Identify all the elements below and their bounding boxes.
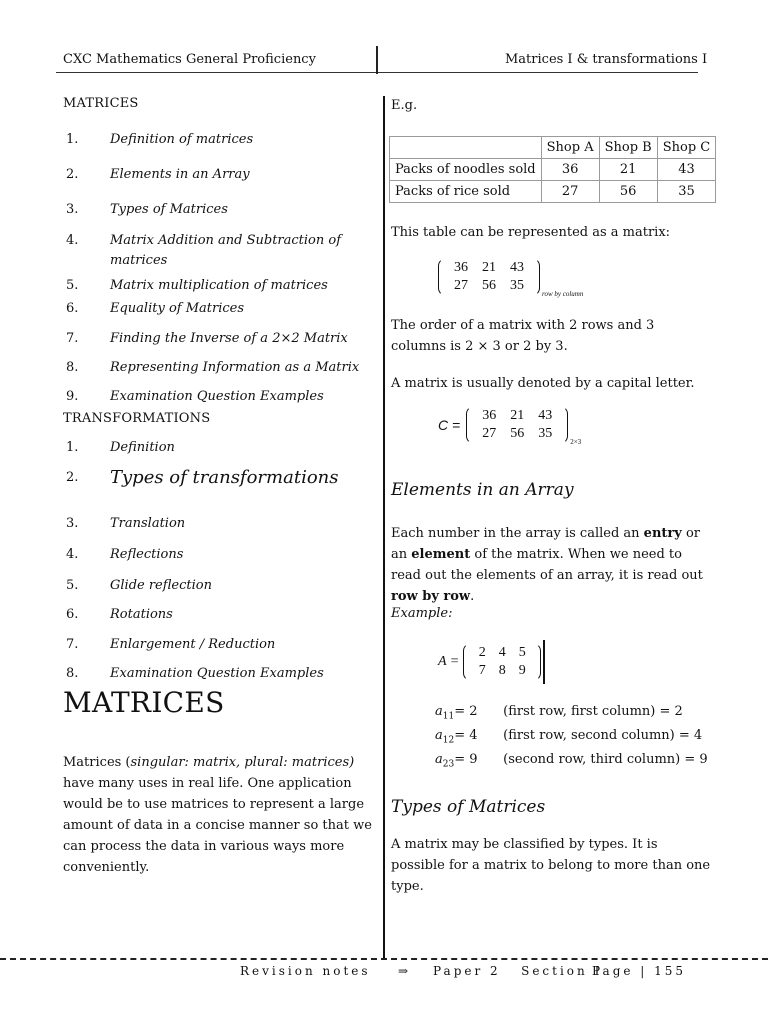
element-row (435, 704, 683, 722)
matrix-entry: 56 (482, 278, 496, 293)
arrow-icon: ⇒ (398, 964, 409, 978)
matrix-name: C = (438, 417, 461, 433)
matrix-bar (543, 640, 545, 684)
intro-text: Matrices ( (63, 755, 131, 770)
element-description: (second row, third column) = 9 (503, 752, 708, 767)
right-bracket (532, 643, 541, 681)
toc-item: Finding the Inverse of a 2×2 Matrix (110, 331, 348, 346)
denote-paragraph: A matrix is usually denoted by a capital letter. (391, 376, 695, 391)
toc-num: 3. (66, 516, 79, 531)
column-divider (383, 96, 385, 958)
matrix-example-1 (438, 258, 583, 296)
elements-text: or an (391, 526, 700, 562)
matrix-subscript: 2×3 (570, 438, 582, 446)
toc-num: 1. (66, 440, 79, 455)
matrix-example-2 (438, 406, 581, 444)
toc-num: 6. (66, 301, 79, 316)
matrices-section-heading: MATRICES (63, 686, 225, 719)
table-cell: 27 (541, 181, 599, 203)
matrix-entry: 9 (518, 663, 526, 678)
matrix-entry: 35 (510, 278, 524, 293)
toc-item: Examination Question Examples (110, 389, 324, 404)
table-cell: Packs of rice sold (390, 181, 542, 203)
example-label: Example: (391, 606, 453, 621)
toc-item: Equality of Matrices (110, 301, 245, 316)
matrix-entry: 35 (538, 426, 553, 441)
table-cell: 21 (599, 159, 657, 181)
elements-heading: Elements in an Array (391, 480, 574, 500)
element-description: (first row, second column) = 4 (503, 728, 703, 743)
table-cell: 43 (657, 159, 716, 181)
header-right-title: Matrices I & transformations I (505, 52, 708, 67)
toc-num: 4. (66, 233, 79, 248)
toc-num: 3. (66, 202, 79, 217)
matrix-entry: 4 (498, 645, 506, 660)
matrix-entry: 27 (482, 426, 497, 441)
header-divider (376, 46, 378, 74)
matrix-example-3 (438, 640, 545, 684)
toc-num: 2. (66, 167, 79, 182)
elements-text: . (470, 589, 475, 604)
toc-item: Definition (110, 440, 175, 455)
left-bracket (438, 258, 447, 296)
toc-item: Types of Matrices (110, 202, 228, 217)
matrix-entry: 5 (518, 645, 526, 660)
toc-item: Matrix multiplication of matrices (110, 278, 328, 293)
matrix-entry: 2 (478, 645, 486, 660)
footer-paper-section: Paper 2 Section I (433, 964, 603, 978)
types-paragraph: A matrix may be classified by types. It is possible for a matrix to belong to more than one type. (391, 837, 711, 894)
table-header-cell: Shop C (657, 137, 716, 159)
toc-item: Definition of matrices (110, 132, 254, 147)
entry-bold: entry (643, 526, 682, 541)
intro-italic: singular: matrix, plural: matrices) (130, 755, 355, 770)
matrix-entry: 43 (538, 408, 553, 423)
matrix-entry: 43 (510, 260, 524, 275)
transformations-toc-heading: TRANSFORMATIONS (63, 411, 211, 426)
elements-text: of the matrix. When we need to read out the elements of an array, it is read out (391, 547, 703, 583)
footer-page-number: Page | 155 (592, 964, 687, 978)
table-header-cell: Shop B (599, 137, 657, 159)
toc-item: Representing Information as a Matrix (110, 360, 360, 375)
table-cell: Packs of noodles sold (390, 159, 542, 181)
toc-item: Glide reflection (110, 578, 212, 593)
left-bracket (463, 643, 472, 681)
toc-num: 1. (66, 132, 79, 147)
element-bold: element (411, 547, 471, 562)
toc-num: 8. (66, 360, 79, 375)
toc-num: 5. (66, 278, 79, 293)
table-header-row (390, 137, 716, 159)
toc-num: 6. (66, 607, 79, 622)
row-by-row-bold: row by row (391, 589, 471, 604)
table-row (390, 159, 716, 181)
matrix-entry: 36 (454, 260, 468, 275)
table-cell: 56 (599, 181, 657, 203)
order-paragraph: The order of a matrix with 2 rows and 3 columns is 2 × 3 or 2 by 3. (391, 318, 655, 354)
element-row (435, 752, 708, 770)
right-bracket (531, 258, 540, 296)
table-header-cell: Shop A (541, 137, 599, 159)
element-symbol: $a_{11}= 2$ (435, 704, 478, 722)
matrix-entry: 21 (510, 408, 525, 423)
element-symbol: $a_{12}= 4$ (435, 728, 478, 746)
toc-item: Reflections (110, 547, 184, 562)
table-header-cell (390, 137, 542, 159)
matrix-subscript: row by column (542, 290, 584, 298)
matrix-entry: 7 (478, 663, 486, 678)
toc-item: Types of transformations (110, 467, 339, 488)
intro-text-rest: have many uses in real life. One application would be to use matrices to represent a large amount of data in a concise manner so that we can process the data in various ways more conveniently. (63, 776, 372, 875)
toc-item: Elements in an Array (110, 167, 250, 182)
toc-num: 7. (66, 331, 79, 346)
shop-table (389, 136, 716, 203)
toc-num: 5. (66, 578, 79, 593)
eg-label: E.g. (391, 98, 418, 113)
element-row (435, 728, 702, 746)
toc-item: Matrix Addition and Subtraction of matrices (110, 233, 342, 268)
table-cell: 35 (657, 181, 716, 203)
intro-paragraph (63, 752, 381, 878)
toc-num: 9. (66, 389, 79, 404)
matrix-entry: 8 (498, 663, 506, 678)
footer-dashed-rule (0, 958, 768, 960)
matrices-toc-heading: MATRICES (63, 96, 139, 111)
elements-paragraph (391, 523, 711, 607)
toc-num: 8. (66, 666, 79, 681)
element-symbol: $a_{23}= 9$ (435, 752, 478, 770)
right-bracket (559, 406, 568, 444)
matrix-entry: 56 (510, 426, 525, 441)
matrix-entry: 27 (454, 278, 468, 293)
toc-num: 2. (66, 470, 79, 485)
table-caption: This table can be represented as a matrix: (391, 225, 671, 240)
toc-item: Examination Question Examples (110, 666, 324, 681)
matrix-entry: 21 (482, 260, 496, 275)
header-left-title: CXC Mathematics General Proficiency (63, 52, 316, 67)
types-heading: Types of Matrices (391, 797, 546, 817)
elements-text: Each number in the array is called an (391, 526, 644, 541)
toc-item: Enlargement / Reduction (110, 637, 276, 652)
toc-item: Translation (110, 516, 186, 531)
left-bracket (466, 406, 475, 444)
matrix-name: A = (438, 654, 460, 669)
table-row (390, 181, 716, 203)
footer-revision-notes: Revision notes (240, 964, 371, 978)
toc-num: 7. (66, 637, 79, 652)
toc-num: 4. (66, 547, 79, 562)
element-description: (first row, first column) = 2 (503, 704, 683, 719)
toc-item: Rotations (110, 607, 173, 622)
matrix-entry: 36 (482, 408, 497, 423)
table-cell: 36 (541, 159, 599, 181)
